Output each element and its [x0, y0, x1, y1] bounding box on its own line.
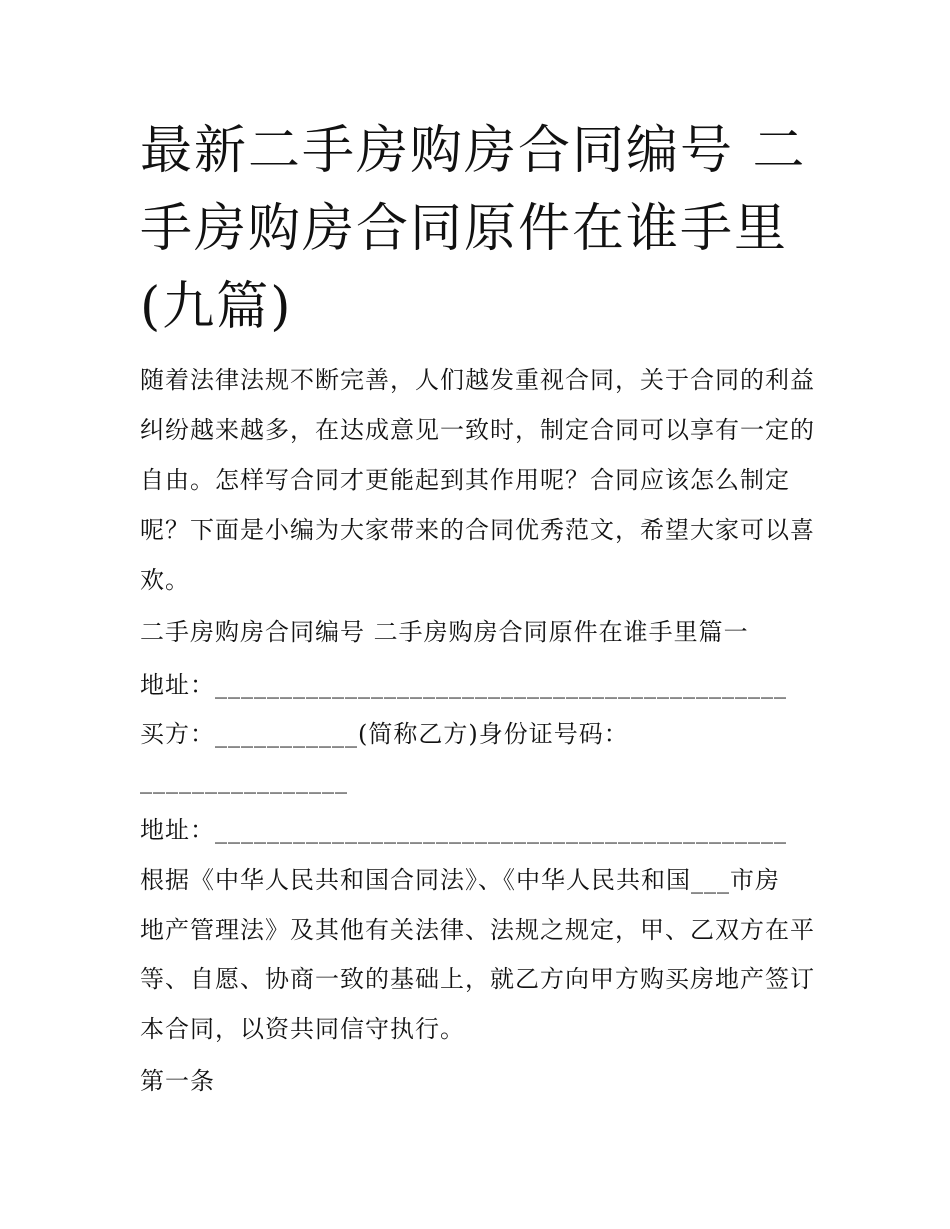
body-line: 根据《中华人民共和国合同法》、《中华人民共和国___市房 — [140, 866, 780, 894]
intro-line: 纠纷越来越多，在达成意见一致时，制定合同可以享有一定的 — [140, 416, 815, 444]
id-number-blank: ________________ — [140, 766, 348, 794]
buyer-line: 买方：___________(简称乙方)身份证号码： — [140, 720, 629, 748]
body-line: 地产管理法》及其他有关法律、法规之规定，甲、乙双方在平 — [140, 916, 815, 944]
intro-line: 随着法律法规不断完善，人们越发重视合同，关于合同的利益 — [140, 366, 815, 394]
section-heading: 二手房购房合同编号 二手房购房合同原件在谁手里篇一 — [140, 618, 749, 646]
intro-line: 欢。 — [140, 566, 190, 594]
address-line-2: 地址：____________________________________________ — [140, 816, 787, 844]
intro-line: 自由。怎样写合同才更能起到其作用呢？合同应该怎么制定 — [140, 466, 790, 494]
article-heading: 第一条 — [140, 1067, 215, 1095]
address-line-1: 地址：____________________________________________ — [140, 671, 787, 699]
body-line: 等、自愿、协商一致的基础上，就乙方向甲方购买房地产签订 — [140, 965, 815, 993]
intro-line: 呢？下面是小编为大家带来的合同优秀范文，希望大家可以喜 — [140, 516, 815, 544]
body-line: 本合同，以资共同信守执行。 — [140, 1015, 465, 1043]
page-title: 最新二手房购房合同编号 二手房购房合同原件在谁手里(九篇) — [140, 121, 807, 337]
